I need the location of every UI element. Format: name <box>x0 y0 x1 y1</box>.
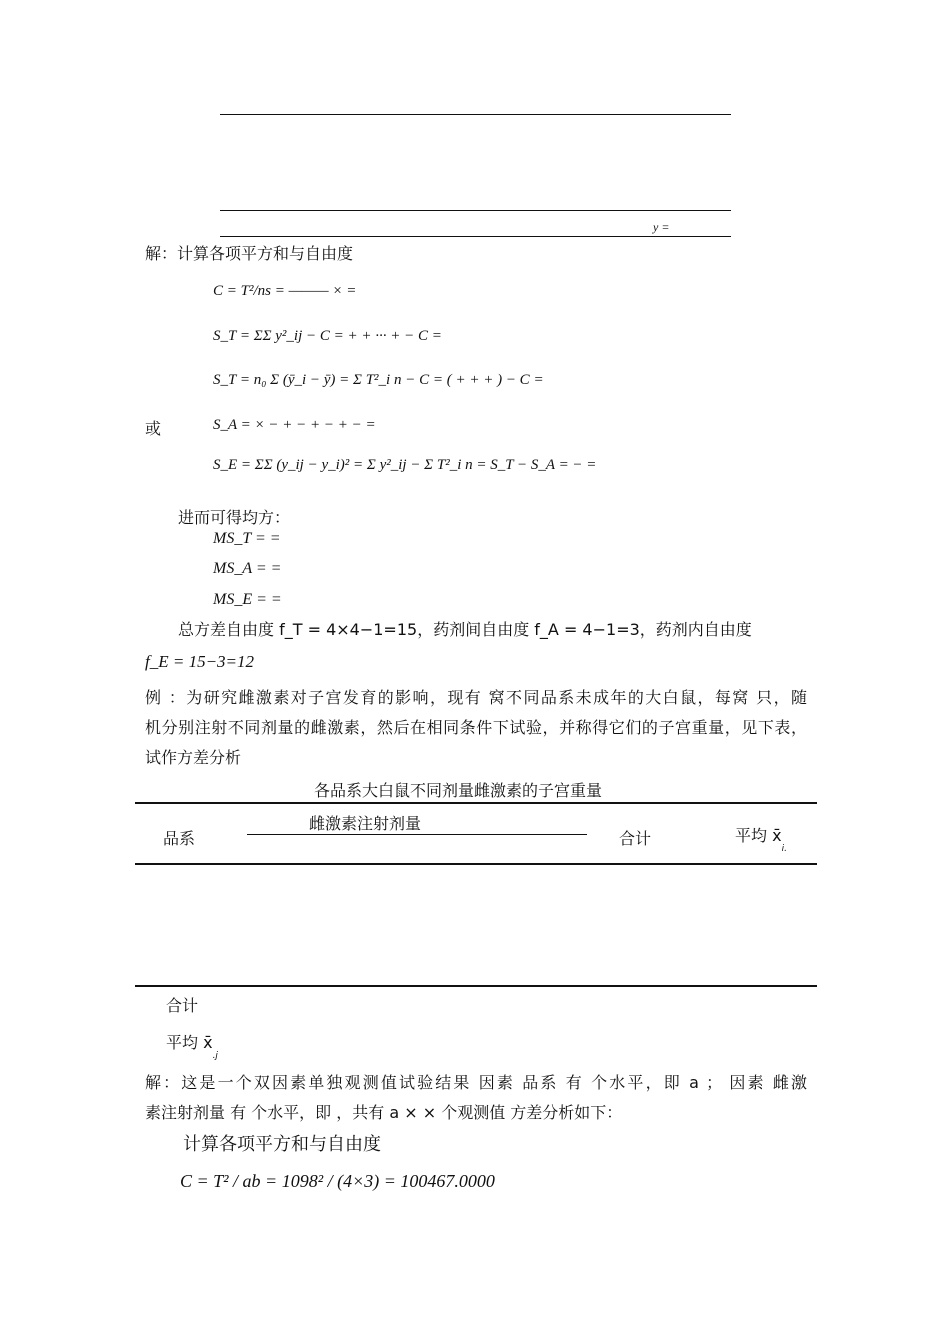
formula-SA: S_A = × − + − + − + − = <box>213 417 376 433</box>
example-line-1: 例 ：为研究雌激素对子宫发育的影响，现有 窝不同品系未成年的大白鼠，每窝 只，随 <box>145 688 807 707</box>
top-table-rule-bottom <box>220 236 731 237</box>
row-mean: 平均 $x̄_{.j}$ <box>166 1033 218 1061</box>
example-line-3: 试作方差分析 <box>145 748 242 767</box>
row-total: 合计 <box>166 996 199 1015</box>
header-total: 合计 <box>619 829 652 848</box>
solution2-heading: 计算各项平方和与自由度 <box>183 1134 381 1155</box>
formula-ST-1: S_T = ΣΣ y²_ij − C = + + ··· + − C = <box>213 328 442 344</box>
table2-rule-bottom <box>135 985 817 987</box>
formula-C: C = T²/ns = ——— × = <box>213 283 357 299</box>
solution2-line-2: 素注射剂量 有 个水平，即 ，共有 a × × 个观测值 方差分析如下： <box>145 1103 623 1122</box>
solution2-line-1: 解：这是一个双因素单独观测值试验结果 因素 品系 有 个水平，即 a ； 因素 雌激 <box>145 1073 807 1092</box>
or-label: 或 <box>145 419 162 438</box>
table2-rule-header <box>135 863 817 865</box>
formula-MST: MS_T = = <box>213 530 281 547</box>
df-line-2: f_E = 15−3=12 <box>145 652 255 671</box>
formula-ST-2: S_T = n₀ Σ (ȳ_i − ȳ) = Σ T²_i n − C = ( + + + ) − C = <box>213 372 544 388</box>
header-mean: 平均 $x̄_{i.}$ <box>735 826 787 854</box>
top-table-rule-mid <box>220 210 731 211</box>
df-line-1: 总方差自由度 f_T = 4×4−1=15，药剂间自由度 f_A = 4−1=3，药剂内自由度 <box>178 620 752 639</box>
mean-square-intro: 进而可得均方： <box>178 508 291 527</box>
table-caption: 各品系大白鼠不同剂量雌激素的子宫重量 <box>314 781 603 800</box>
formula-C2: C = T² / ab = 1098² / (4×3) = 100467.0000 <box>180 1171 495 1191</box>
header-dose-underline <box>247 834 587 835</box>
formula-MSA: MS_A = = <box>213 560 282 577</box>
header-dose: 雌激素注射剂量 <box>309 814 422 833</box>
table2-rule-top <box>135 802 817 804</box>
formula-MSE: MS_E = = <box>213 591 282 608</box>
formula-SE: S_E = ΣΣ (y_ij − y_i)² = Σ y²_ij − Σ T²_i n = S_T − S_A = − = <box>213 457 597 473</box>
example-line-2: 机分别注射不同剂量的雌激素，然后在相同条件下试验，并称得它们的子宫重量，见下表， <box>145 718 807 737</box>
header-strain: 品系 <box>163 829 196 848</box>
ybar-label: y = <box>653 220 670 234</box>
solution1-heading: 解：计算各项平方和与自由度 <box>145 244 354 263</box>
top-table-rule-top <box>220 114 731 115</box>
